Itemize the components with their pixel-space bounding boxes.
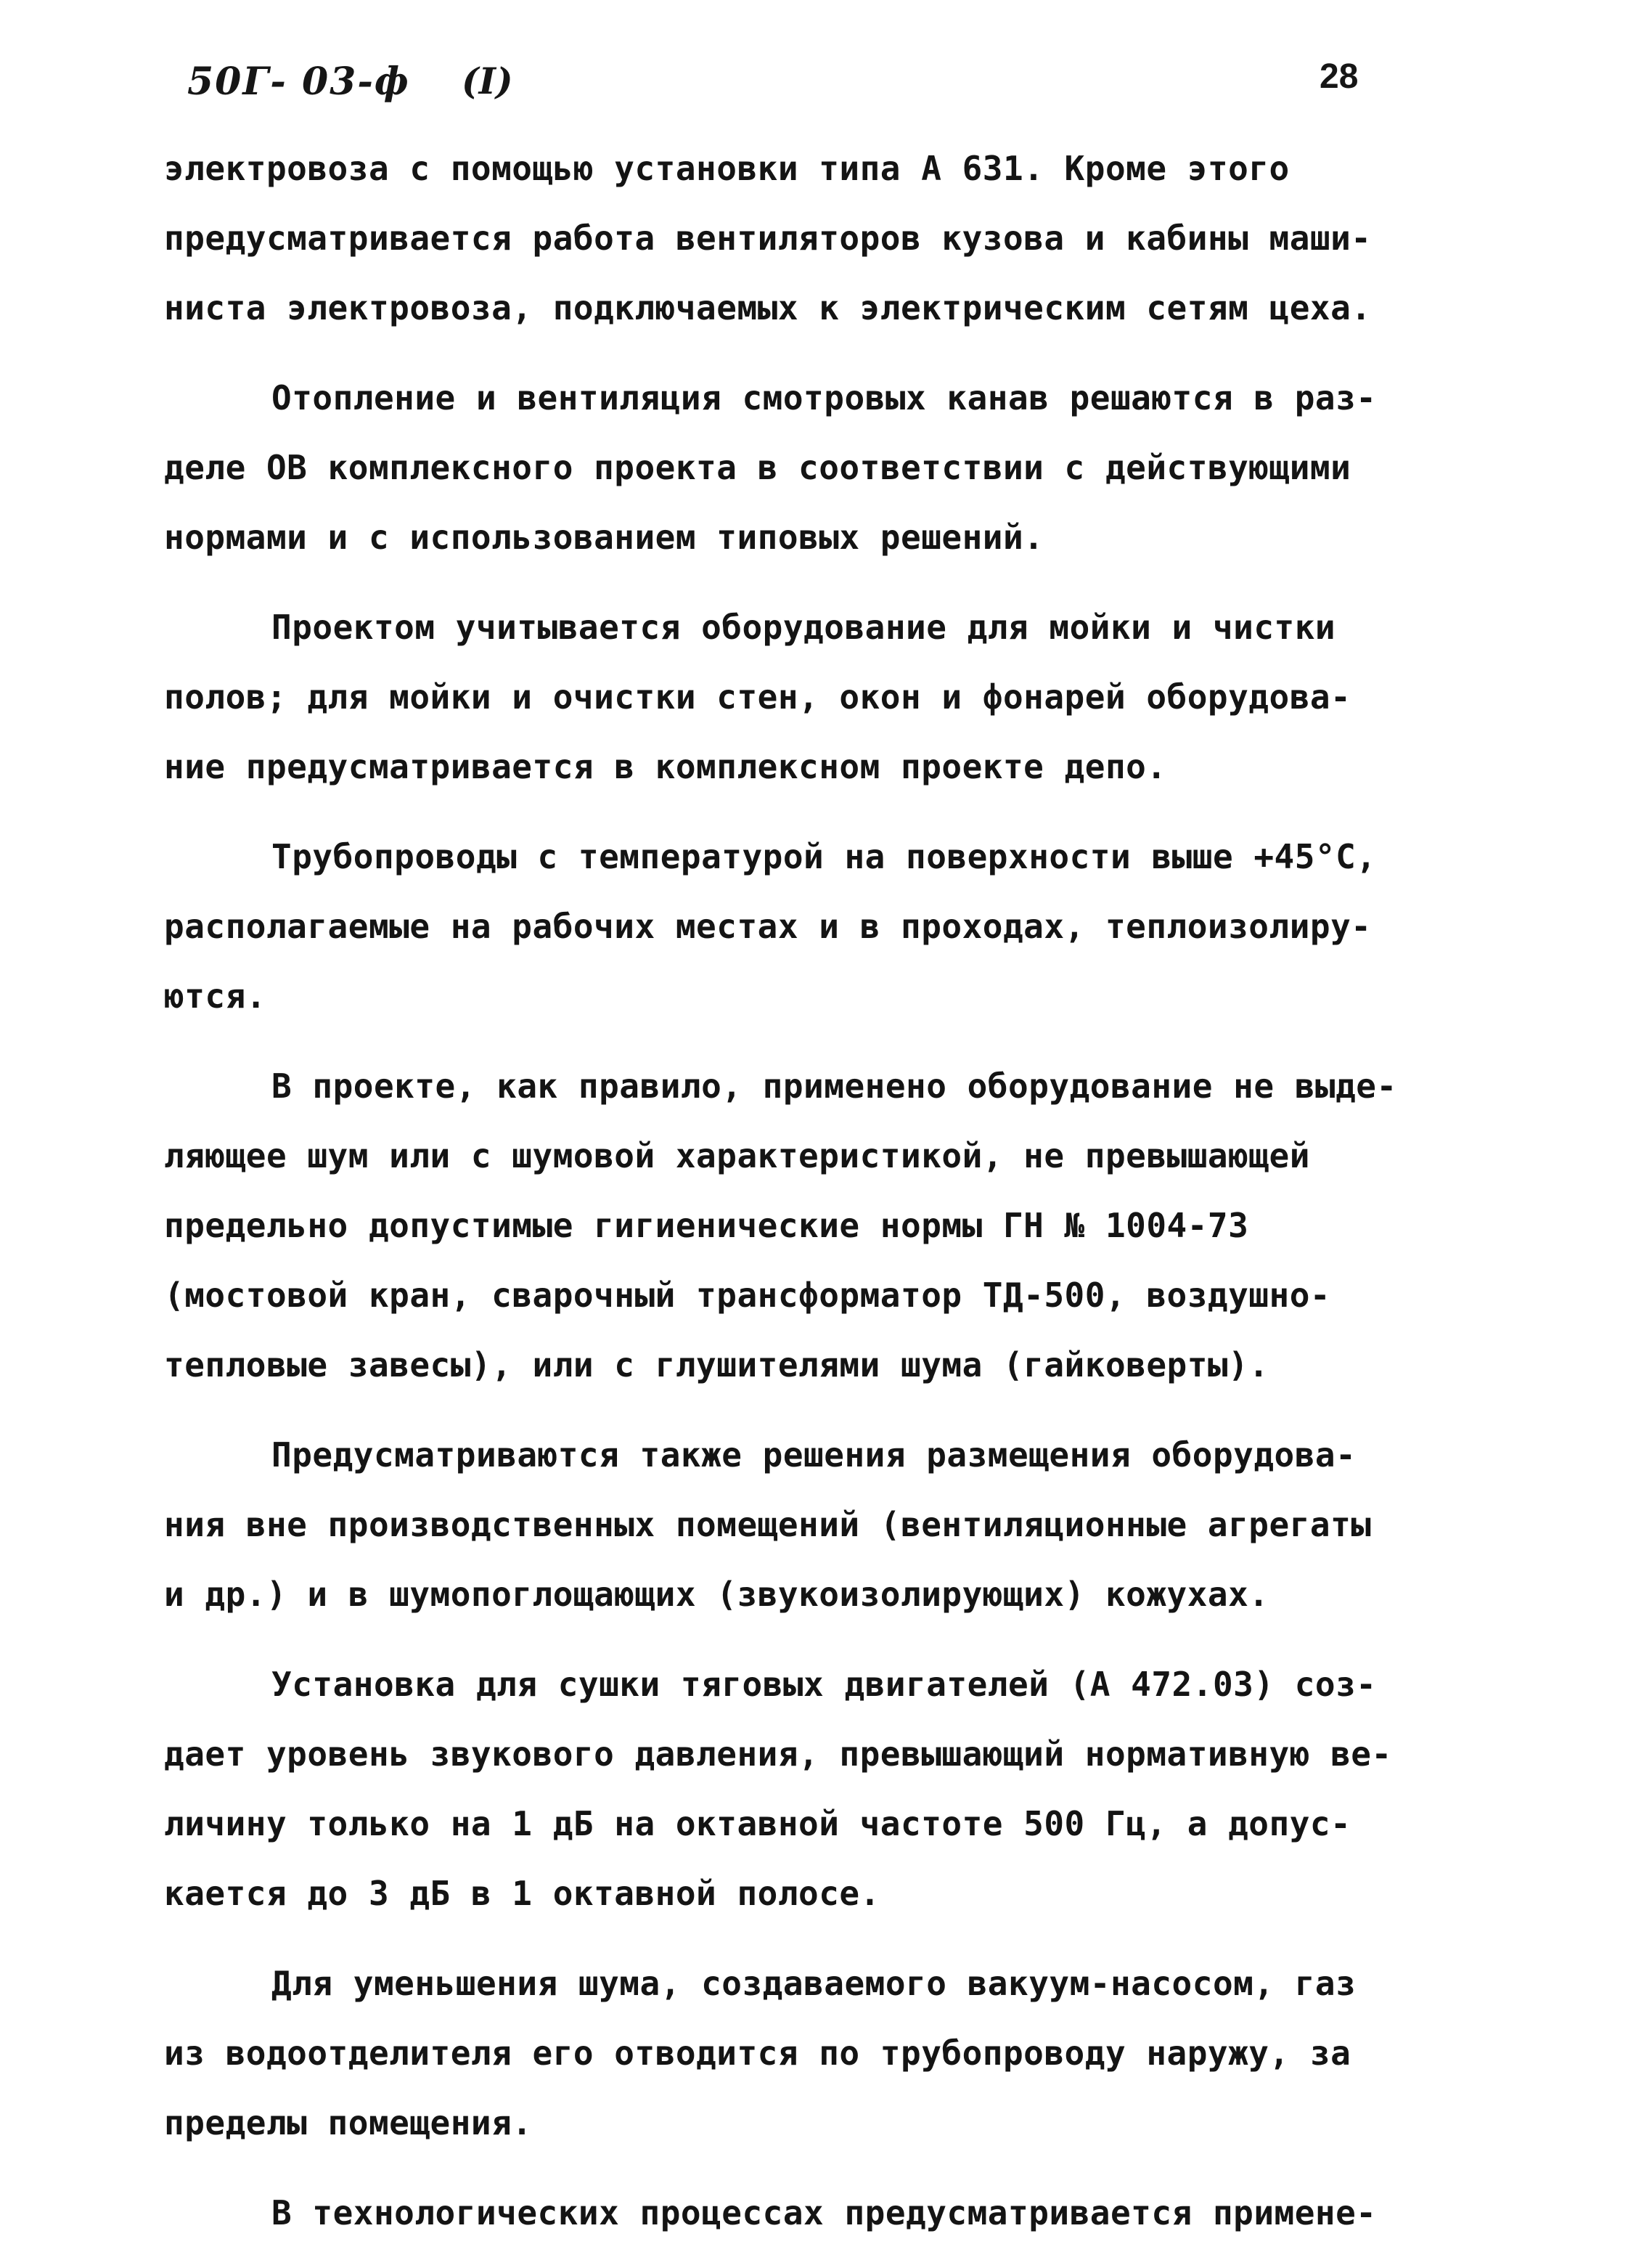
text-line: личину только на 1 дБ на октавной частоте 500 Гц, а допус- <box>164 1804 1351 1843</box>
paragraph <box>164 1420 1485 1629</box>
text-line: ние предусматривается в комплексном проекте депо. <box>164 747 1167 786</box>
text-line: Установка для сушки тяговых двигателей (А 472.03) соз- <box>271 1665 1377 1704</box>
sheet-mark: (I) <box>462 60 513 102</box>
text-line: нормами и с использованием типовых решений. <box>164 518 1044 557</box>
paragraph <box>164 1949 1485 2158</box>
text-line: деле ОВ комплексного проекта в соответствии с действующими <box>164 448 1351 487</box>
text-line: Для уменьшения шума, создаваемого вакуум-насосом, газ <box>271 1964 1357 2003</box>
text-line: ляющее шум или с шумовой характеристикой, не превышающей <box>164 1136 1310 1175</box>
paragraph <box>164 822 1485 1031</box>
text-line: и др.) и в шумопоглощающих (звукоизолирующих) кожухах. <box>164 1575 1269 1614</box>
paragraph <box>164 592 1485 801</box>
paragraph <box>164 134 1485 343</box>
text-line: электровоза с помощью установки типа А 631. Кроме этого <box>164 149 1290 188</box>
text-line: Предусматриваются также решения размещения оборудова- <box>271 1435 1357 1474</box>
text-line: располагаемые на рабочих местах и в проходах, теплоизолиру- <box>164 907 1372 946</box>
text-line: предусматривается работа вентиляторов кузова и кабины маши- <box>164 219 1372 258</box>
document-code: 50Г- 03-ф <box>187 60 410 104</box>
text-line: (мостовой кран, сварочный трансформатор ТД-500, воздушно- <box>164 1276 1331 1315</box>
text-line: полов; для мойки и очистки стен, окон и фонарей оборудова- <box>164 677 1351 717</box>
text-line: В технологических процессах предусматривается примене- <box>271 2193 1377 2232</box>
text-line: из водоотделителя его отводится по трубопроводу наружу, за <box>164 2034 1351 2073</box>
text-line: предельно допустимые гигиенические нормы ГН № 1004-73 <box>164 1206 1249 1245</box>
text-line: кается до 3 дБ в 1 октавной полосе. <box>164 1874 880 1913</box>
text-line: Трубопроводы с температурой на поверхности выше +45°С, <box>271 837 1377 876</box>
text-line: пределы помещения. <box>164 2103 533 2142</box>
text-line: ния вне производственных помещений (вентиляционные агрегаты <box>164 1505 1372 1544</box>
body-text <box>164 134 1485 2268</box>
paragraph <box>164 363 1485 572</box>
page-number: 28 <box>1320 57 1359 96</box>
text-line: Проектом учитывается оборудование для мойки и чистки <box>271 608 1336 647</box>
text-line: дает уровень звукового давления, превышающий нормативную ве- <box>164 1734 1392 1774</box>
paragraph <box>164 1051 1485 1400</box>
page-header <box>187 57 1378 110</box>
text-line: ются. <box>164 976 266 1016</box>
text-line: ниста электровоза, подключаемых к электрическим сетям цеха. <box>164 288 1372 327</box>
text-line: тепловые завесы), или с глушителями шума (гайковерты). <box>164 1345 1269 1384</box>
text-line: Отопление и вентиляция смотровых канав решаются в раз- <box>271 378 1377 417</box>
text-line: В проекте, как правило, применено оборудование не выде- <box>271 1066 1397 1106</box>
paragraph <box>164 1649 1485 1928</box>
paragraph <box>164 2178 1485 2248</box>
